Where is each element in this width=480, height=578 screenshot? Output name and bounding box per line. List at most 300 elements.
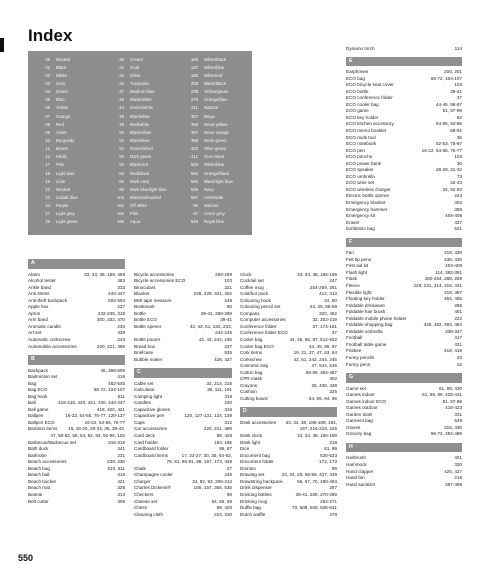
entry-pages: 47, 544, 545 [311,363,337,369]
color-name: Purple [56,203,69,209]
color-code-row [110,169,167,177]
entry-term: Emergency kit [346,213,376,219]
entry-term: Cardboard folder [134,446,169,452]
entry-term: Flexible light [346,289,372,295]
entry-pages: 38, 111, 191 [207,387,232,393]
entry-pages: 325 [329,389,337,395]
entry-pages: 34, 92, 93, 206-213 [192,478,232,484]
color-code-row [36,161,78,169]
color-code-row [110,96,167,104]
color-code: 239 [190,89,198,95]
entry-pages: 231 [117,452,125,458]
entry-pages: 218 [454,475,462,481]
entry-pages: 437 [454,219,462,225]
entry-term: Apple box [28,304,49,310]
color-code-row [110,218,167,226]
color-code: 23 [45,194,50,200]
color-code: 357 [190,113,198,119]
entry-pages: 52-53, 78-87 [435,141,462,147]
entry-term: Football [346,335,363,341]
entry-pages: 44, 45, 96, 97, 512-522 [289,336,337,342]
entry-term: Computer accessories [240,317,286,323]
color-name: Cobalt blue [56,194,78,200]
entry-term: Garden tools [346,411,373,417]
color-name: Blue [56,97,65,103]
color-code: 07 [45,113,50,119]
color-code: 17 [45,162,50,168]
entry-pages: 33, 34, 38, 186-189, 194, [285,419,337,425]
color-code-row [110,161,167,169]
entry-pages: 30 [456,160,462,166]
entry-pages: 254-271 [320,498,337,504]
color-code-row [184,88,233,96]
entry-term: Binoculars [134,284,156,290]
color-code-row [36,63,78,71]
entry-term: Caps [134,419,145,425]
entry-pages: 22 [456,361,462,367]
entry-term: Funny pencils [346,354,375,360]
entry-term: Backpack [28,367,48,373]
entry-pages: 313 [117,491,125,497]
index-section-b2 [134,272,232,364]
entry-term: Colouring pencil set [240,304,281,310]
entry-term: Drawstring backpack [240,478,283,484]
color-code: 45 [119,113,124,119]
color-code: 103 [116,194,124,200]
entry-pages: 42, 43, 51, 232, 233, [189,323,232,329]
entry-pages: 24, 60 [324,297,337,303]
entry-term: Emergency hammer [346,206,388,212]
color-code-row [36,169,78,177]
entry-pages: 184, 185 [214,439,232,445]
entry-term: Cardboard items [134,452,168,458]
color-code-row [184,185,233,193]
entry-pages: 79, 81, 86-91, 98, 167, 173, 439 [166,459,232,465]
entry-pages: 42-43 [450,180,462,186]
color-code-row [184,63,233,71]
color-code: 155 [116,211,124,217]
color-name: Red [56,121,64,127]
section-header-h: H [346,443,462,453]
color-code: 65 [119,178,124,184]
color-code-row [184,96,233,104]
entry-pages: 36 [456,134,462,140]
entry-term: Cosmetic bag [240,363,269,369]
entry-term: Game set [346,385,366,391]
entry-term: Fan [346,250,354,256]
color-name: Burgundy [56,137,75,143]
entry-term: Checkers [134,491,154,497]
entry-pages: 32, 214, 215 [206,380,232,386]
entry-pages: 220, 221, 389 [96,343,125,349]
color-name: Turquoise [130,80,149,86]
entry-pages: 454, 455 [444,296,462,302]
entry-pages: 42, 43, 244, 245 [198,336,232,342]
color-name: Violet [56,129,67,135]
color-name: Maroon [204,203,219,209]
color-code-row [36,79,78,87]
entry-term: Exhibition bag [346,226,375,232]
entry-term: Floating key holder [346,296,385,302]
entry-pages: 114 [454,46,462,51]
color-code: 01 [45,64,50,70]
entry-term: Desk accessories [240,419,276,425]
entry-term: Electric bottle opener [346,193,390,199]
section-header-b: B [28,355,125,365]
color-code: 06 [45,105,50,111]
color-name: Anthracite [204,194,224,200]
entry-pages: 463 [117,278,125,284]
entry-term: Drinking mug [240,498,268,504]
entry-term: Drink dispenser [240,485,272,491]
color-code-row [184,177,233,185]
entry-term: Camping light [134,393,163,399]
entry-term: ECO kitchen accessory [346,121,394,127]
entry-term: Foldable umbrella [346,328,383,334]
entry-term: Dice [240,446,250,452]
color-name: Azure grey [204,211,225,217]
color-code-row [110,210,167,218]
entry-term: Aromatic candle [28,323,61,329]
color-name: Lime [56,178,66,184]
entry-pages: 224, 310 [214,511,232,517]
entry-pages: 421 [117,478,125,484]
index-section-b [28,368,125,505]
entry-pages: 229, 231, 314, 315, 331 [413,282,462,288]
color-code-row [36,71,78,79]
color-code: 60 [119,154,124,160]
color-code: 03 [45,80,50,86]
entry-pages: 34, 92-93 [442,186,462,192]
entry-pages: 417 [454,335,462,341]
color-name: Orange/black [204,170,230,176]
color-name: Natural [204,105,218,111]
entry-term: Hammock [346,461,367,467]
entry-term: ECO pen [346,147,365,153]
color-code: 05 [45,97,50,103]
entry-pages: 37, 174-181 [312,323,337,329]
entry-pages: 300, 332, 470 [96,317,125,323]
color-code: 31 [119,64,124,70]
color-code: 50 [119,129,124,135]
entry-pages: 172, 173 [319,459,337,465]
color-code: 506 [190,162,198,168]
entry-pages: 66-72, 104-107 [430,75,462,81]
entry-term: Capacitive pen [134,413,165,419]
entry-term: Compass [240,310,260,316]
color-code: 660 [190,178,198,184]
color-code: 276 [190,97,198,103]
entry-pages: 338-347 [445,328,462,334]
section-header-g: G [346,373,462,383]
entry-pages: 320, 462 [319,310,337,316]
entry-pages: 26, 438, 439 [311,382,337,388]
entry-term: Drawing set [240,472,265,478]
entry-term: ECO bottle [346,88,369,94]
entry-pages: 64-65, 94-96 [435,121,462,127]
entry-pages: 243 [454,193,462,199]
index-section-e [346,69,462,233]
color-code: 12 [45,154,50,160]
entry-term: Cooler bag ECO [240,343,274,349]
entry-term: Automatic corkscrew [28,336,71,342]
entry-pages: 511 [117,393,125,399]
entry-term: Hand clapper [346,468,374,474]
section-header-e: E [346,57,462,67]
entry-pages: 37 [456,95,462,101]
page-title: Index [28,26,73,45]
entry-pages: 32, 202-219 [312,317,337,323]
entry-term: Bag ECO [28,387,48,393]
index-entry [346,482,462,489]
entry-term: Cheese set [134,498,158,504]
entry-pages: 61, 98, 99, 428-431 [422,392,462,398]
color-code-row [110,88,167,96]
color-code-row [110,71,167,79]
color-name: Cream [130,56,143,62]
entry-pages: 61, 97-99 [442,398,462,404]
entry-pages: 333 [117,284,125,290]
entry-pages: 419 [117,374,125,380]
color-name: White/red [204,72,223,78]
entry-pages: 33, 34, 38, 189, 458 [84,271,125,277]
color-name: Navy [204,186,214,192]
entry-term: Games indoor ECO [346,398,387,404]
entry-pages: 412, 413 [319,291,337,297]
entry-pages: 218, 387 [444,289,462,295]
color-code-row [184,218,233,226]
entry-term: Bottle ECO [134,317,157,323]
entry-pages: 86, 87 [219,446,232,452]
color-name: Gold [130,64,140,70]
color-code: 18 [45,170,50,176]
entry-pages: 329 [117,485,125,491]
entry-term: Ball [28,400,36,406]
entry-pages: 312 [224,419,232,425]
entry-pages: 444-447 [108,291,125,297]
entry-pages: 88-91 [450,127,462,133]
entry-pages: 42, 51, 242, 244, 245 [293,356,337,362]
color-name: Gun metal [204,154,224,160]
color-code-row [184,169,233,177]
entry-pages: 232-235, 318 [97,310,125,316]
color-name: Red/black [130,170,150,176]
entry-term: Cooler bag [240,336,263,342]
entry-term: Barbecue/Barbecue set [28,439,77,445]
entry-pages: 319 [224,393,232,399]
color-code-row [110,63,167,71]
entry-term: Flask [346,276,357,282]
entry-term: ECO bicycle seat cover [346,82,394,88]
color-name: Neutral [56,186,70,192]
color-code: 19 [45,178,50,184]
color-name: Green [56,89,68,95]
entry-pages: 45, 496-509 [100,367,125,373]
color-code: 87 [193,211,198,217]
color-code-row [36,177,78,185]
entry-term: Dutch waffle [240,511,266,517]
entry-term: BMI tape measure [134,297,172,303]
entry-term: Hand sanitizer [346,481,376,487]
color-code: 37 [119,89,124,95]
entry-term: ECO bag [346,75,365,81]
entry-pages: 237 [224,343,232,349]
entry-term: Bag [28,380,37,386]
entry-pages: 103 [454,82,462,88]
entry-term: Beach bucket [28,478,56,484]
entry-term: Bookmark [134,304,155,310]
entry-pages: 114, 382-391 [435,269,462,275]
entry-term: Ballpen [28,413,44,419]
entry-pages: 404-409 [445,263,462,269]
entry-term: ECO key holder [346,114,379,120]
color-name: Neutral [56,56,70,62]
index-entry [240,512,337,519]
entry-term: Bamboo items [28,426,58,432]
index-section-f [346,250,462,368]
color-code: 208 [190,80,198,86]
entry-term: Cutting board [240,395,268,401]
color-code: 581 [190,170,198,176]
entry-term: Games outdoor [346,405,378,411]
color-name: Light grey [56,211,75,217]
color-code-row [110,128,167,136]
entry-pages: 431 [454,341,462,347]
entry-pages: 39-41, 268, 270-289 [295,491,337,497]
color-name: Black [56,64,67,70]
entry-pages: 156, 157, 356, 535 [193,485,232,491]
entry-term: Gloves [346,424,361,430]
entry-term: Beach mat [28,485,50,491]
entry-term: Dynamo torch [346,46,375,51]
entry-pages: 39-41 [220,317,232,323]
entry-term: ECO wireless charger [346,186,391,192]
color-name: White/blue [204,64,225,70]
entry-pages: 531 [454,226,462,232]
color-code: 09 [45,129,50,135]
entry-term: Cocktail set [240,278,264,284]
color-code: 90 [119,186,124,192]
entry-pages: 249 [224,297,232,303]
color-code: 187 [190,64,198,70]
entry-pages: 66, 67, 70, 490-494 [297,478,337,484]
index-column-3 [240,259,337,518]
entry-pages: 237 [117,304,125,310]
entry-pages: 416 [117,472,125,478]
entry-term: ECO memo booklet [346,127,387,133]
entry-term: Document bag [240,452,270,458]
entry-pages: 47, 50-52, 55, 64, 82, 83, 92-96, 102 [50,433,125,439]
entry-pages: 19, 21, 37, 47, 63, 84 [293,350,337,356]
entry-term: Football table game [346,341,387,347]
entry-term: Candles [134,400,151,406]
color-name: Brown [56,146,69,152]
entry-pages: 103 [224,278,232,284]
color-name: Black/black [204,80,226,86]
entry-pages: 316-318 [108,439,125,445]
color-code-row [110,112,167,120]
entry-pages: 242-245 [215,330,232,336]
color-code: 24 [45,203,50,209]
entry-pages: 99, 420 [216,505,232,511]
color-name: Green/white [130,105,154,111]
entry-pages: 16-22, 54-55, 76-77 [84,419,125,425]
entry-pages: 402 [329,376,337,382]
entry-term: Anti-theft backpack [28,297,68,303]
color-code: 311 [191,105,198,111]
entry-pages: 16-22, 54-55, 76-77 [421,147,462,153]
color-name: Royal blue [204,219,225,225]
color-code-row [110,145,167,153]
entry-pages: 416-418, 420, 421, 430, 444-447 [58,400,125,406]
entry-pages: 44-45, 96-97 [435,101,462,107]
color-name: Silver [130,72,141,78]
entry-pages: 200, 201 [444,69,462,75]
color-code-row [184,71,233,79]
color-code: 40 [119,97,124,103]
color-code: 367 [190,129,198,135]
entry-pages: 39-41 [450,88,462,94]
color-name: White/blue [204,162,225,168]
entry-pages: 230 [224,400,232,406]
color-code-row [184,120,233,128]
entry-term: Foldable drinkware [346,302,385,308]
color-name: Blue/silver [130,137,150,143]
index-column-right [346,46,462,488]
entry-term: Garment bag [346,418,373,424]
entry-pages: 315, 330 [444,424,462,430]
color-code: 02 [45,72,50,78]
color-code-row [36,96,78,104]
entry-term: Charger [134,478,151,484]
entry-term: Blanket [134,291,150,297]
color-chart-column [36,55,78,226]
entry-term: Fleece [346,282,360,288]
entry-pages: 33, 34, 38, 186-189 [297,433,337,439]
entry-pages: 37 [331,330,337,336]
color-code-row [184,193,233,201]
entry-pages: 418-423 [445,405,462,411]
color-code: 587 [190,194,198,200]
entry-pages: 321 [224,284,232,290]
color-name: Black/yellow/red [130,194,162,200]
entry-pages: 425, 427 [444,468,462,474]
entry-pages: 439 [117,330,125,336]
color-name: Yellow [56,105,69,111]
color-name: White/black [204,56,227,62]
color-code-row [36,218,78,226]
color-chart [28,51,252,235]
color-code-row [36,202,78,210]
color-code-row [36,120,78,128]
entry-term: Drinking bottles [240,491,272,497]
entry-pages: 426, 427 [214,356,232,362]
color-name: Beige [204,113,215,119]
color-code: 368 [190,137,198,143]
entry-term: ECO multi tool [346,134,376,140]
entry-term: Cold/hot pack [240,291,269,297]
color-code: 44 [119,105,124,111]
color-name: Aqua [130,219,141,225]
entry-term: Belt cutter [28,498,49,504]
entry-pages: 22, 24, 25, 56-59, 437, 439 [281,472,337,478]
color-code-row [184,128,233,136]
index-entry [28,344,125,351]
entry-pages: 441 [117,446,125,452]
entry-pages: 103 [454,154,462,160]
entry-pages: 401 [454,309,462,315]
entry-pages: 16, 18-20, 28-34, 36, 38-43, [68,426,125,432]
